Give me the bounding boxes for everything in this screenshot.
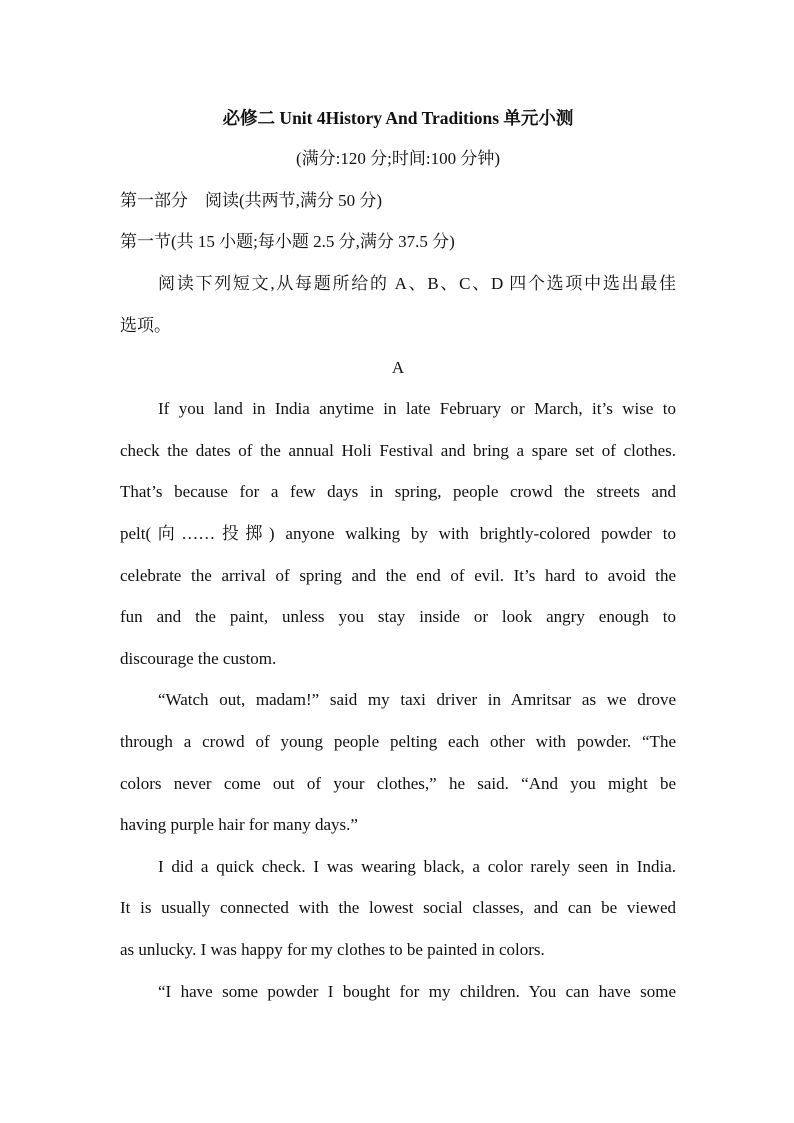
- instructions-line-2: 选项。: [120, 316, 171, 335]
- document-title: 必修二 Unit 4History And Traditions 单元小测: [222, 108, 574, 128]
- passage-line: pelt(向……投掷) anyone walking by with brightly-colored powder to: [120, 524, 676, 543]
- passage-line: That’s because for a few days in spring, people crowd the streets and: [120, 482, 676, 501]
- passage-line: colors never come out of your clothes,” he said. “And you might be: [120, 774, 676, 793]
- part-heading: 第一部分 阅读(共两节,满分 50 分): [120, 191, 383, 210]
- passage-line: “Watch out, madam!” said my taxi driver in Amritsar as we drove: [158, 690, 676, 709]
- passage-line: It is usually connected with the lowest social classes, and can be viewed: [120, 898, 676, 917]
- passage-line: having purple hair for many days.”: [120, 815, 358, 834]
- passage-line: I did a quick check. I was wearing black, a color rarely seen in India.: [158, 857, 676, 876]
- passage-label: A: [391, 358, 405, 377]
- passage-line: check the dates of the annual Holi Festival and bring a spare set of clothes.: [120, 441, 676, 460]
- passage-line: fun and the paint, unless you stay inside or look angry enough to: [120, 607, 676, 626]
- passage-line: celebrate the arrival of spring and the end of evil. It’s hard to avoid the: [120, 566, 676, 585]
- section-heading: 第一节(共 15 小题;每小题 2.5 分,满分 37.5 分): [120, 232, 455, 251]
- passage-line: If you land in India anytime in late February or March, it’s wise to: [158, 399, 676, 418]
- passage-line: as unlucky. I was happy for my clothes to be painted in colors.: [120, 940, 545, 959]
- passage-line: through a crowd of young people pelting each other with powder. “The: [120, 732, 676, 751]
- instructions-line-1: 阅读下列短文,从每题所给的 A、B、C、D 四个选项中选出最佳: [158, 274, 676, 293]
- exam-info: (满分:120 分;时间:100 分钟): [296, 149, 500, 168]
- passage-line: “I have some powder I bought for my children. You can have some: [158, 982, 676, 1001]
- passage-line: discourage the custom.: [120, 649, 277, 668]
